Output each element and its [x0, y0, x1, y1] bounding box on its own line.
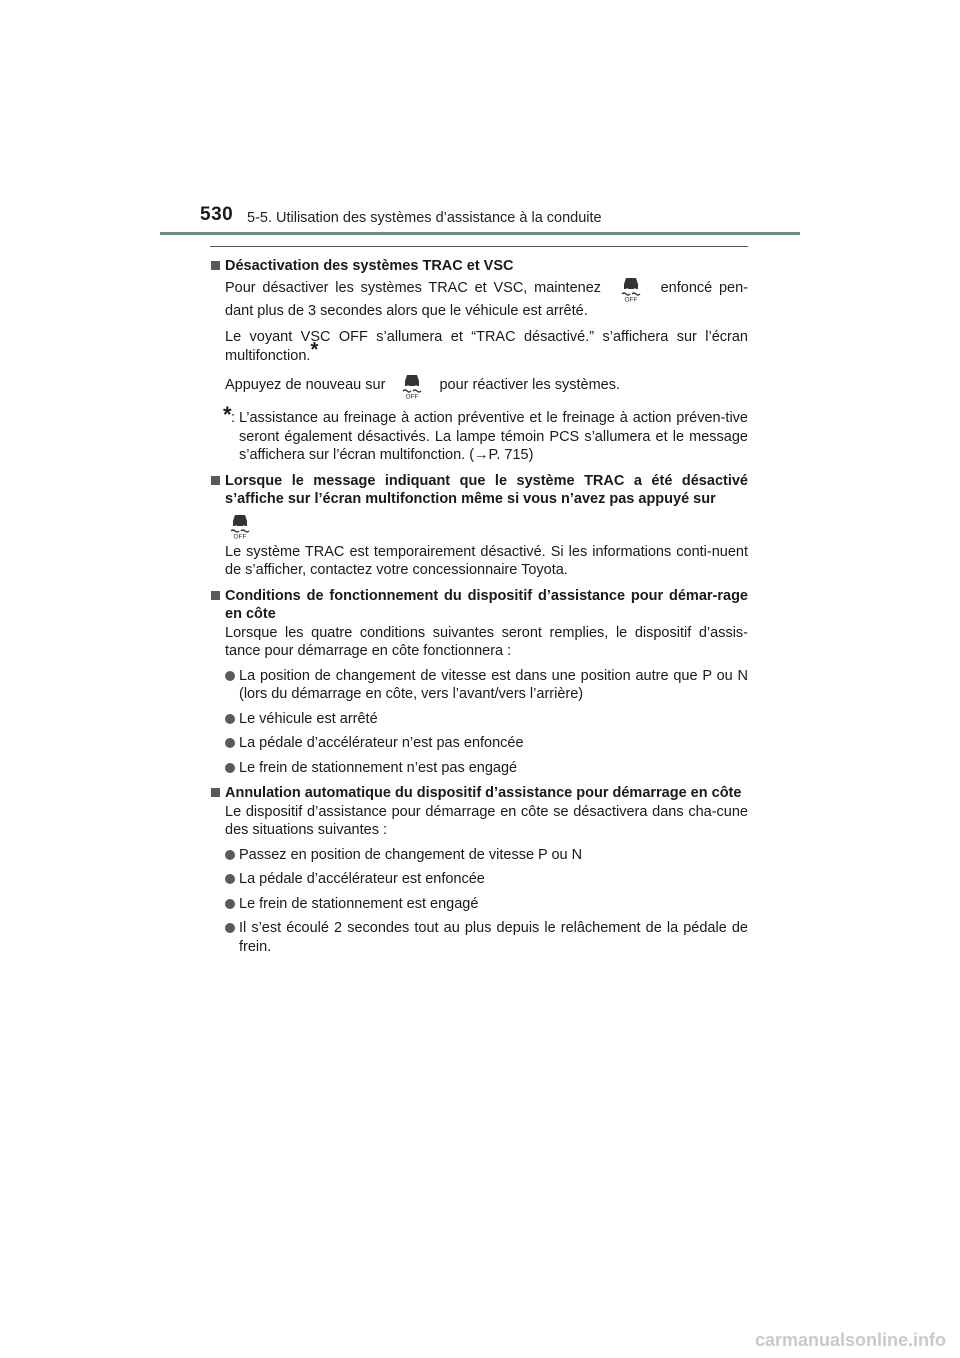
- heading-text: Annulation automatique du dispositif d’assistance pour démarrage en côte: [225, 785, 742, 801]
- vsc-off-icon-label: OFF: [233, 533, 247, 539]
- bullet-icon: [225, 850, 235, 860]
- list-item-text: Le frein de stationnement est engagé: [239, 895, 479, 912]
- footnote-marker: *: [223, 402, 232, 427]
- section-hill-start: [211, 587, 748, 778]
- text: Le voyant VSC OFF s’allumera et “TRAC désactivé.” s’affichera sur l’écran multifonction.: [225, 329, 748, 364]
- list-item-text: La pédale d’accélérateur n’est pas enfoncée: [239, 735, 524, 751]
- vsc-off-icon-label: OFF: [405, 393, 419, 399]
- vsc-off-icon: [616, 276, 646, 302]
- text: pour réactiver les systèmes.: [439, 377, 620, 393]
- section-heading: [211, 257, 748, 276]
- square-bullet-icon: [211, 476, 220, 485]
- paragraph: [211, 373, 748, 399]
- paragraph-line: dant plus de 3 secondes alors que le véhicule est arrêté.: [225, 302, 588, 319]
- footnote-text: L’assistance au freinage à action préventive et le freinage à action préven-tive seront également désactivés. La lampe témoin PCS s’allumera et le message s’affichera sur l’écran multifonction. (→P. 715): [239, 410, 748, 463]
- list-item: [211, 667, 748, 704]
- paragraph: [211, 328, 748, 365]
- bullet-icon: [225, 763, 235, 773]
- footnote-colon: :: [231, 410, 236, 426]
- list-item: [211, 759, 748, 778]
- list-item: [211, 846, 748, 865]
- square-bullet-icon: [211, 788, 220, 797]
- text: Pour désactiver les systèmes TRAC et VSC, maintenez: [225, 279, 602, 296]
- list-item: [211, 710, 748, 729]
- bullet-icon: [225, 874, 235, 884]
- paragraph: Le système TRAC est temporairement désactivé. Si les informations conti-nuent de s’afficher, contactez votre concessionnaire Toyota.: [225, 543, 748, 578]
- list-item: [211, 919, 748, 956]
- list-item-text: Passez en position de changement de vitesse P ou N: [239, 846, 583, 863]
- bullet-icon: [225, 738, 235, 748]
- text: enfoncé pen-: [660, 279, 749, 296]
- paragraph: [211, 276, 748, 321]
- section-heading: [211, 587, 748, 624]
- bullet-icon: [225, 923, 235, 933]
- vsc-off-icon: [225, 513, 255, 539]
- bullet-icon: [225, 714, 235, 724]
- list-item-text: Le frein de stationnement n’est pas engagé: [239, 759, 518, 776]
- list-item-text: La position de changement de vitesse est dans une position autre que P ou N (lors du démarrage en côte, vers l’avant/vers l’arrière): [239, 667, 748, 702]
- list-item-text: Le véhicule est arrêté: [239, 710, 378, 727]
- list-item: [211, 870, 748, 889]
- bullet-icon: [225, 671, 235, 681]
- bullet-icon: [225, 899, 235, 909]
- section-trac-message: [211, 472, 748, 580]
- text: Appuyez de nouveau sur: [225, 377, 386, 393]
- list-item-text: Il s’est écoulé 2 secondes tout au plus depuis le relâchement de la pédale de frein.: [239, 920, 748, 955]
- heading-text: Lorsque le message indiquant que le système TRAC a été désactivé s’affiche sur l’écran multifonction même si vous n’avez pas appuyé sur: [225, 472, 748, 507]
- heading-text: Désactivation des systèmes TRAC et VSC: [225, 258, 514, 274]
- paragraph: Lorsque les quatre conditions suivantes seront remplies, le dispositif d’assis-tance pour démarrage en côte fonctionnera :: [225, 624, 748, 659]
- footnote: [211, 402, 748, 465]
- paragraph: Le dispositif d’assistance pour démarrage en côte se désactivera dans cha-cune des situations suivantes :: [225, 803, 748, 838]
- heading-text: Conditions de fonctionnement du dispositif d’assistance pour démar-rage en côte: [225, 587, 748, 622]
- section-heading: [211, 472, 748, 509]
- square-bullet-icon: [211, 591, 220, 600]
- footnote-marker: *: [310, 338, 319, 361]
- header-rule: [160, 232, 800, 235]
- watermark: carmanualsonline.info: [754, 1330, 946, 1350]
- list-item: [211, 734, 748, 753]
- vsc-off-icon-label: OFF: [624, 296, 638, 302]
- paragraph-line: [225, 276, 748, 302]
- section-trac-vsc: [211, 257, 748, 465]
- list-item-text: La pédale d’accélérateur est enfoncée: [239, 871, 485, 887]
- section-title: 5-5. Utilisation des systèmes d’assistance à la conduite: [247, 210, 602, 226]
- section-hill-cancel: [211, 784, 748, 956]
- vsc-off-icon: [397, 373, 427, 399]
- page-number: 530: [200, 204, 234, 225]
- list-item: [211, 895, 748, 914]
- square-bullet-icon: [211, 261, 220, 270]
- section-heading: [211, 784, 748, 803]
- page-content: [211, 257, 748, 963]
- top-rule: [210, 246, 748, 247]
